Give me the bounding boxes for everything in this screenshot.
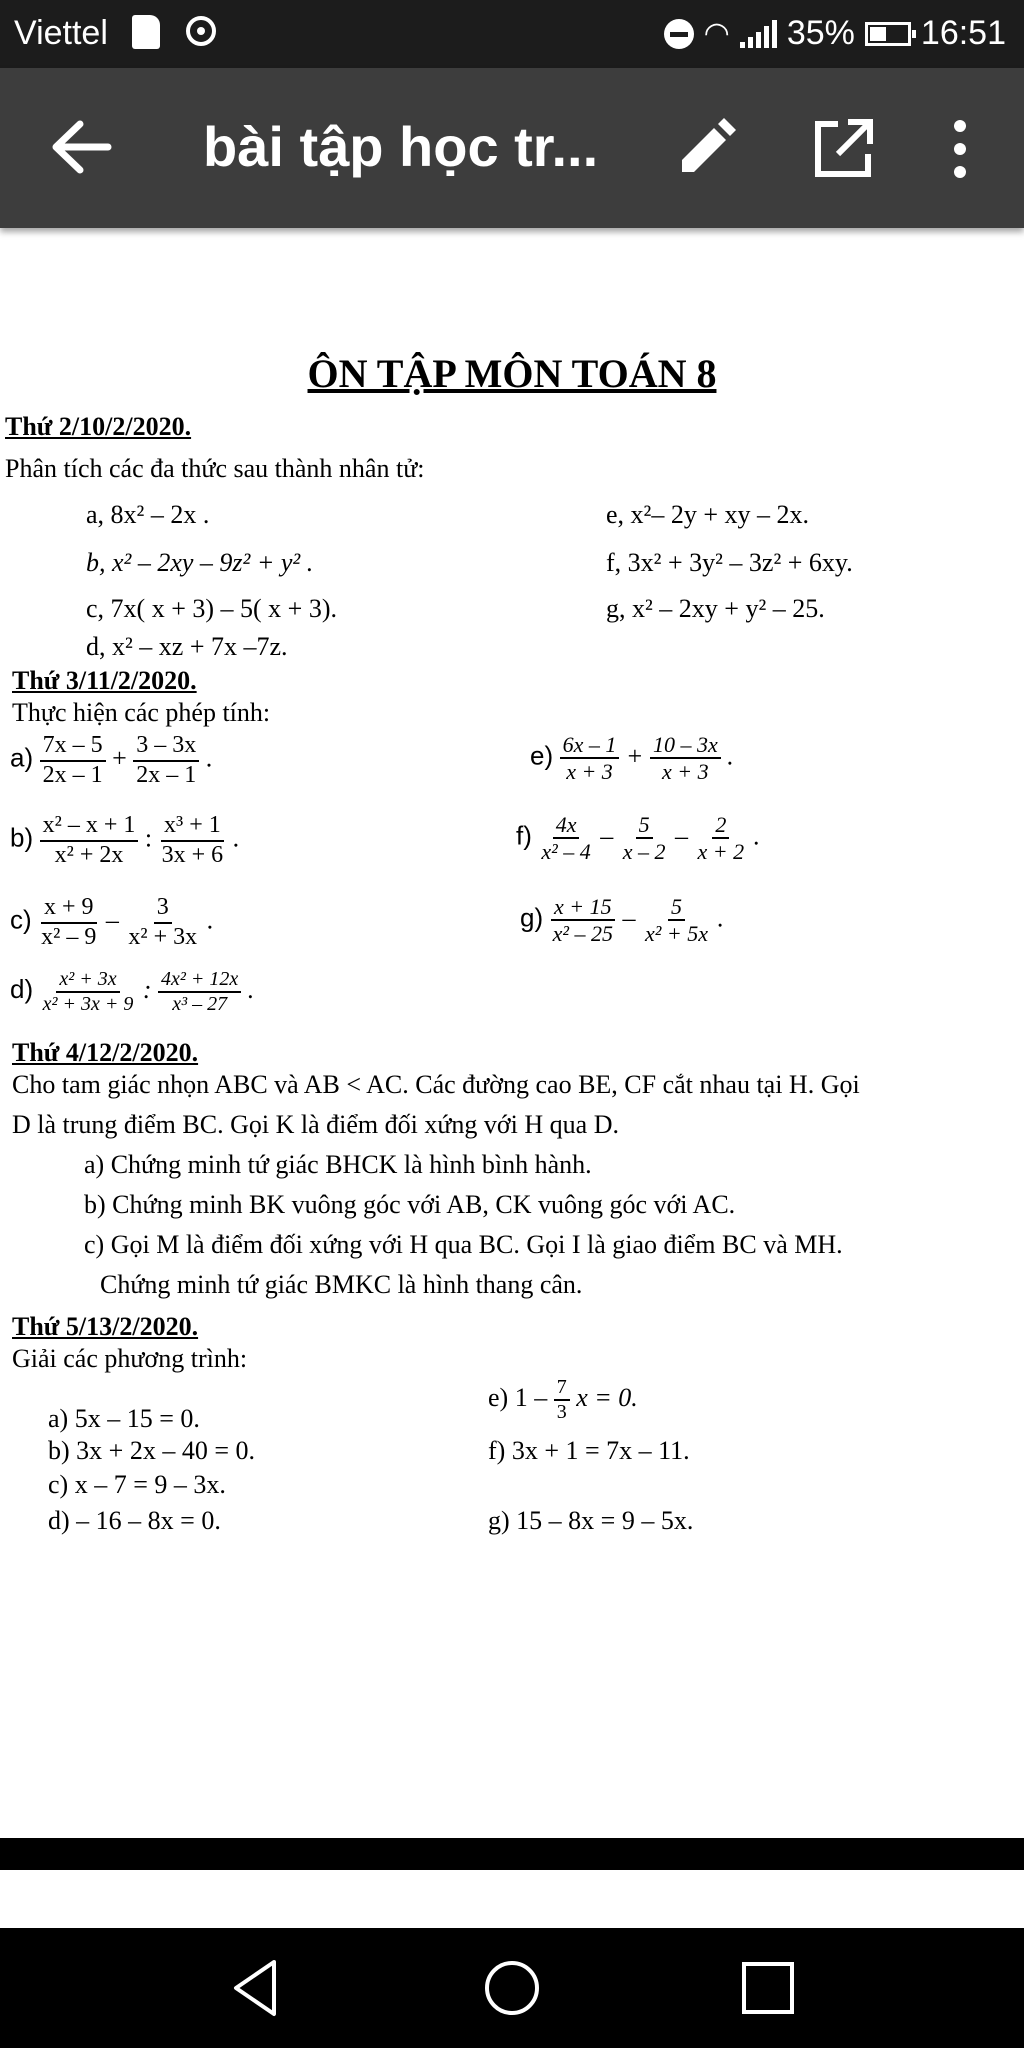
exercise-item: a) Chứng minh tứ giác BHCK là hình bình hành. [84, 1150, 592, 1179]
exercise-item: e) $\frac{6x - 1}{x + 3}$ + $\frac{10 - 3x}{x + 3}$ . [530, 732, 734, 785]
page-separator [0, 1838, 1024, 1870]
exercise-item: b, x² – 2xy – 9z² + y² . [86, 548, 314, 577]
exercise-item: Chứng minh tứ giác BMKC là hình thang cân. [100, 1270, 583, 1299]
exercise-item: c) $\frac{x + 9}{\text{x² – 9}}$ – $\frac{3}{\text{x² + 3x}}$ . [10, 894, 214, 950]
navigation-bar [0, 1928, 1024, 2048]
exercise-item: e) 1 – $\frac{7}{3}$ x = 0. [488, 1376, 638, 1423]
exercise-item: g) 15 – 8x = 9 – 5x. [488, 1506, 694, 1535]
back-triangle-icon[interactable] [224, 1956, 288, 2020]
cast-icon [186, 16, 216, 46]
exercise-item: g, x² – 2xy + y² – 25. [606, 594, 825, 623]
exercise-item: c, 7x( x + 3) – 5( x + 3). [86, 594, 337, 623]
open-external-icon[interactable] [810, 116, 876, 182]
recents-square-icon[interactable] [736, 1956, 800, 2020]
carrier-name: Viettel [14, 14, 108, 52]
battery-percent: 35% [786, 14, 855, 52]
app-bar [0, 68, 1024, 228]
problem-text: D là trung điểm BC. Gọi K là điểm đối xứng với H qua D. [12, 1110, 620, 1139]
do-not-disturb-icon [664, 19, 694, 49]
exercise-item: g) $\frac{x + 15}{\text{x² – 25}}$ – $\frac{5}{\text{x² + 5x}}$ . [520, 894, 724, 947]
exercise-item: a) $\frac{7x - 5}{2x - 1}$ + $\frac{3 - 3x}{2x - 1}$ . [10, 732, 213, 788]
clock: 16:51 [920, 14, 1006, 52]
section-heading: Thứ 3/11/2/2020. [12, 666, 197, 695]
status-right [664, 14, 1006, 53]
more-options-icon[interactable] [945, 116, 975, 182]
exercise-item: b) Chứng minh BK vuông góc với AB, CK vuông góc với AC. [84, 1190, 736, 1219]
exercise-item: a) 5x – 15 = 0. [48, 1404, 200, 1433]
exercise-item: c) x – 7 = 9 – 3x. [48, 1470, 226, 1499]
exercise-item: e, x²– 2y + xy – 2x. [606, 500, 809, 529]
document-title: bài tập học tr... [203, 115, 599, 178]
exercise-item: f, 3x² + 3y² – 3z² + 6xy. [606, 548, 853, 577]
section-heading: Thứ 5/13/2/2020. [12, 1312, 199, 1341]
edit-pencil-icon[interactable] [672, 116, 738, 182]
exercise-item: f) $\frac{4x}{\text{x² – 4}}$ – $\frac{5}{x - 2}$ – $\frac{2}{x + 2}$ . [516, 812, 761, 865]
section-intro: Giải các phương trình: [12, 1344, 248, 1373]
exercise-item: f) 3x + 1 = 7x – 11. [488, 1436, 690, 1465]
exercise-item: d) $\frac{\text{x² + 3x}}{\text{x² + 3x + 9}}$ : $\frac{\text{4x² + 12x}}{\text{x³ – 27}}$ . [10, 968, 255, 1015]
sd-card-icon [132, 15, 160, 49]
home-circle-icon[interactable] [480, 1956, 544, 2020]
status-bar [0, 0, 1024, 68]
section-intro: Phân tích các đa thức sau thành nhân tử: [5, 454, 425, 483]
exercise-item: a, 8x² – 2x . [86, 500, 210, 529]
exercise-item: d, x² – xz + 7x –7z. [86, 632, 288, 661]
document-page [0, 228, 1024, 1838]
problem-text: Cho tam giác nhọn ABC và AB < AC. Các đường cao BE, CF cắt nhau tại H. Gọi [12, 1070, 860, 1099]
back-arrow-icon[interactable] [48, 114, 118, 180]
exercise-item: d) – 16 – 8x = 0. [48, 1506, 221, 1535]
exercise-item: b) $\frac{\text{x² – x + 1}}{\text{x² + 2x}}$ : $\frac{\text{x³ + 1}}{3x + 6}$ . [10, 812, 240, 868]
section-intro: Thực hiện các phép tính: [12, 698, 271, 727]
wifi-icon: ◠ [703, 17, 730, 50]
section-heading: Thứ 4/12/2/2020. [12, 1038, 199, 1067]
exercise-item: c) Gọi M là điểm đối xứng với H qua BC. Gọi I là giao điểm BC và MH. [84, 1230, 843, 1259]
signal-icon [740, 20, 777, 48]
battery-icon [865, 22, 911, 46]
exercise-item: b) 3x + 2x – 40 = 0. [48, 1436, 255, 1465]
section-heading: Thứ 2/10/2/2020. [5, 412, 192, 441]
page-title: ÔN TẬP MÔN TOÁN 8 [307, 351, 717, 396]
